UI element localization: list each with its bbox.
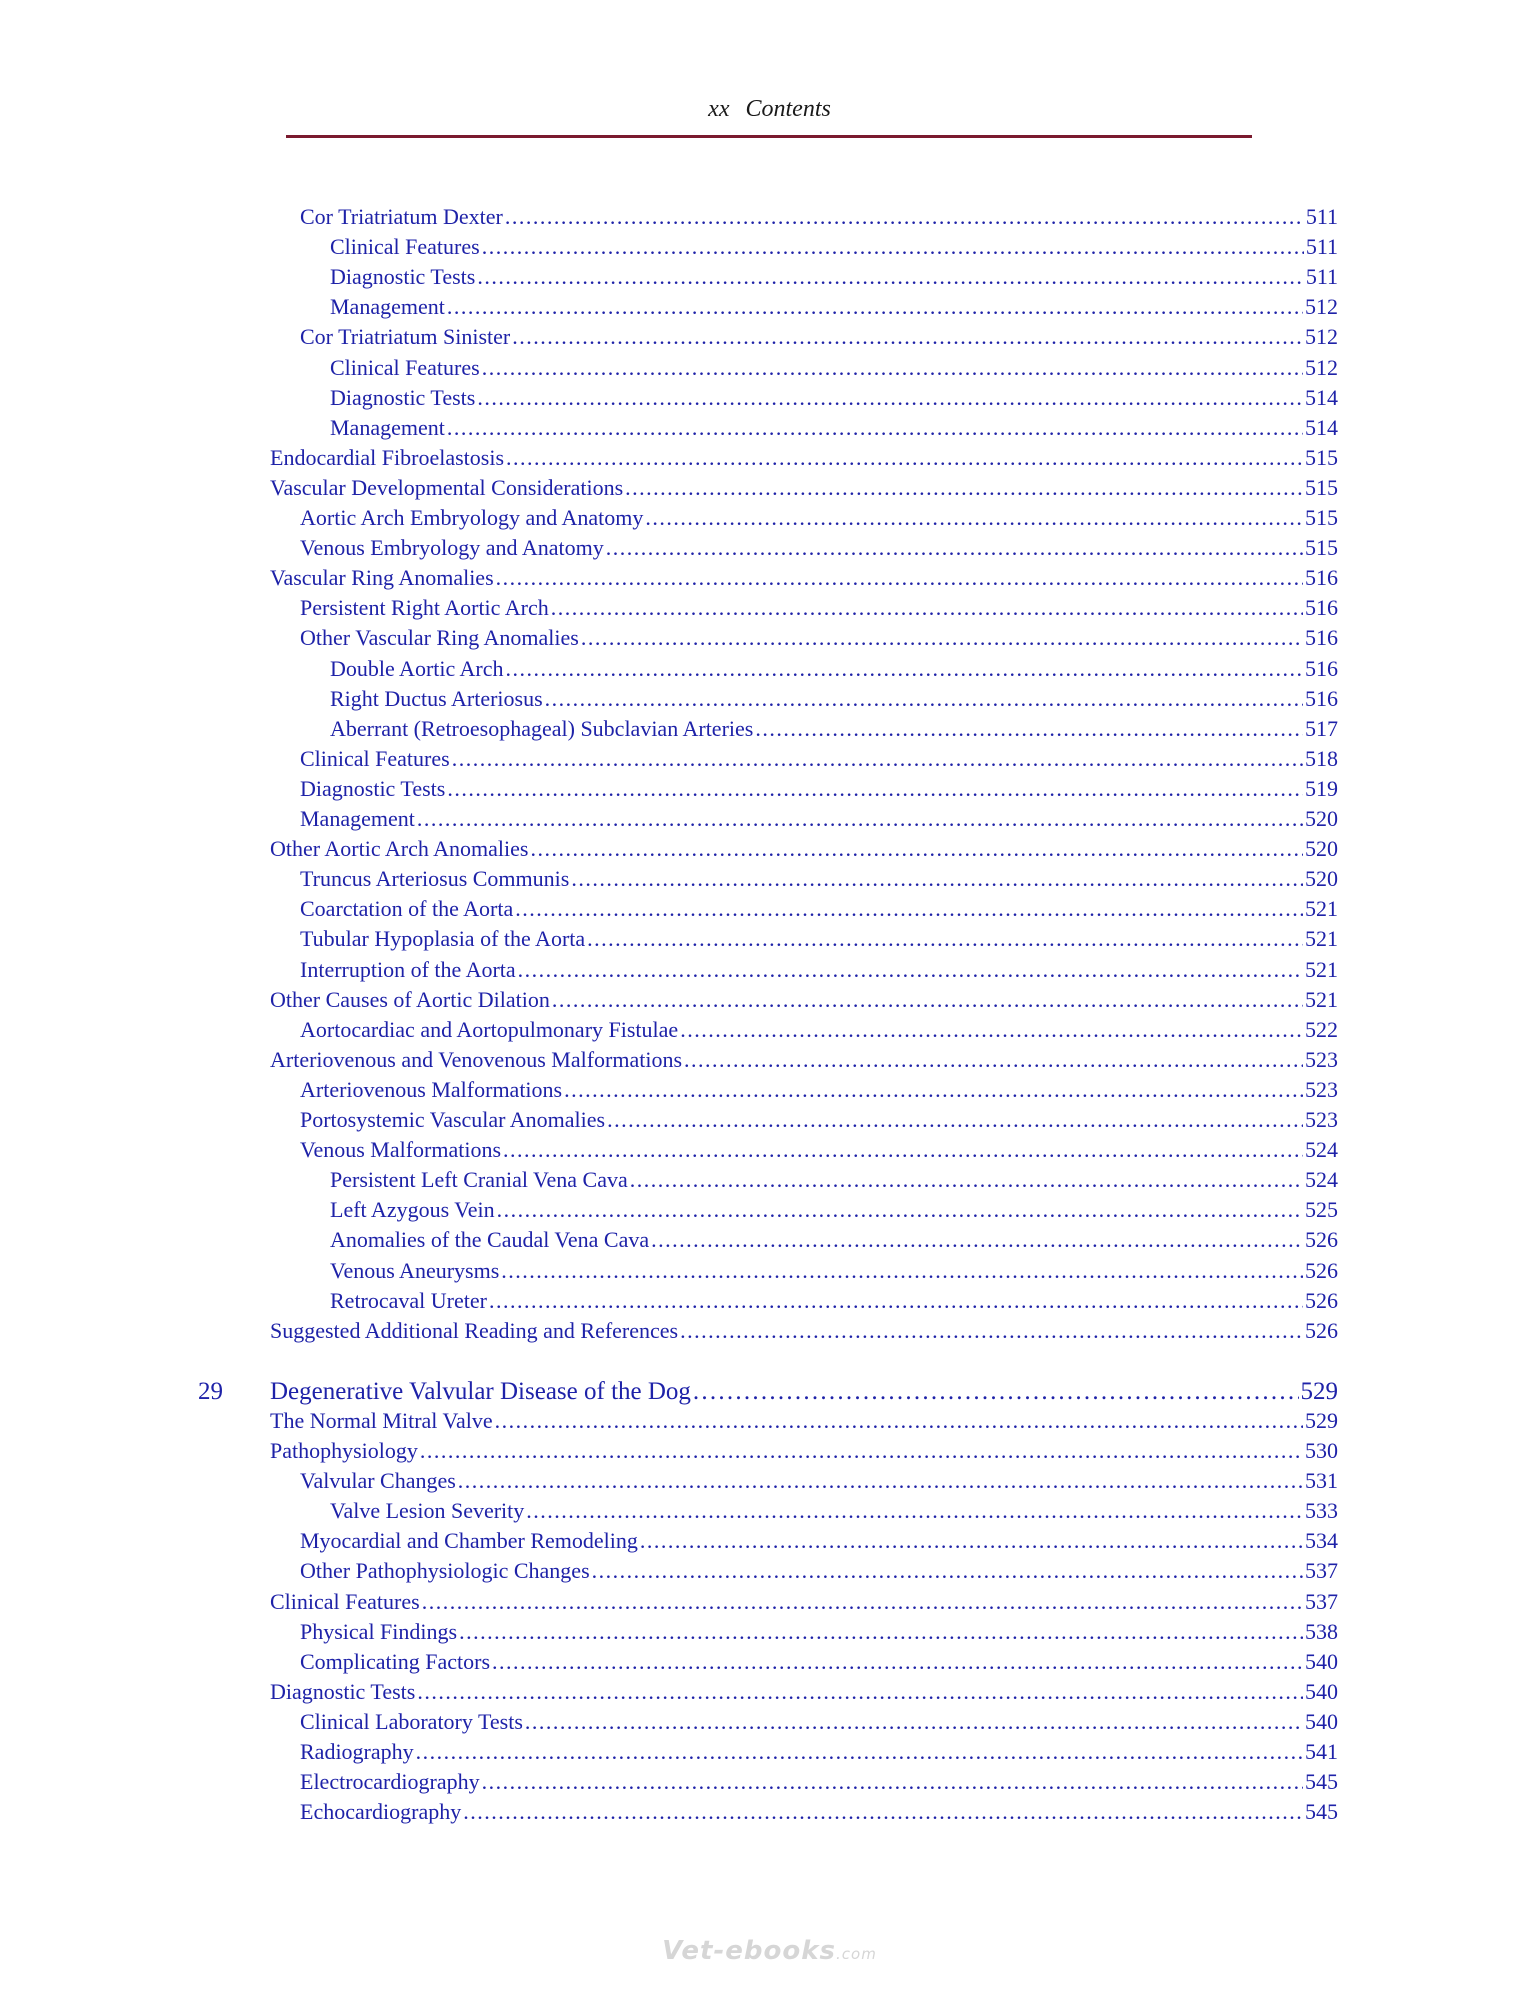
toc-entry-page: 524	[1305, 1137, 1338, 1163]
toc-entry-title: Degenerative Valvular Disease of the Dog	[270, 1377, 691, 1405]
toc-entry-page: 521	[1305, 926, 1338, 952]
toc-entry-title: Other Causes of Aortic Dilation	[270, 986, 550, 1012]
dot-leader	[417, 806, 1303, 832]
toc-entry-title: Valve Lesion Severity	[330, 1498, 525, 1524]
toc-entry[interactable]	[300, 595, 1338, 625]
dot-leader	[640, 1528, 1303, 1554]
toc-entry-page: 523	[1305, 1107, 1338, 1132]
toc-entry-title: Venous Malformations	[300, 1137, 502, 1163]
toc-entry[interactable]	[270, 475, 1338, 505]
toc-entry-title: Valvular Changes	[300, 1468, 456, 1494]
toc-entry-title: Tubular Hypoplasia of the Aorta	[300, 926, 586, 952]
toc-entry[interactable]	[330, 686, 1338, 716]
toc-entry[interactable]	[330, 1167, 1338, 1197]
toc-entry[interactable]	[330, 1498, 1338, 1528]
toc-entry[interactable]	[300, 776, 1338, 806]
dot-leader	[552, 987, 1303, 1013]
dot-leader	[422, 1589, 1303, 1615]
toc-entry-title: Diagnostic Tests	[330, 264, 476, 290]
toc-entry-title: Diagnostic Tests	[270, 1678, 416, 1704]
toc-entry-page: 515	[1305, 474, 1338, 500]
toc-entry[interactable]	[270, 445, 1338, 475]
toc-entry[interactable]	[270, 1679, 1338, 1709]
toc-entry-page: 523	[1305, 1076, 1338, 1102]
toc-entry-title: Coarctation of the Aorta	[300, 896, 514, 922]
toc-entry[interactable]	[300, 1468, 1338, 1498]
toc-entry-page: 529	[1300, 1377, 1338, 1405]
dot-leader	[684, 1047, 1303, 1073]
toc-entry-title: Clinical Features	[270, 1588, 420, 1614]
toc-entry-title: Other Aortic Arch Anomalies	[270, 836, 529, 862]
dot-leader	[482, 355, 1303, 381]
dot-leader	[501, 1258, 1303, 1284]
toc-entry-page: 511	[1305, 264, 1338, 290]
dot-leader	[693, 1378, 1299, 1406]
toc-entry[interactable]	[300, 1107, 1338, 1137]
toc-entry-page: 523	[1305, 1046, 1338, 1072]
dot-leader	[463, 1799, 1303, 1825]
dot-leader	[506, 656, 1303, 682]
toc-entry-page: 512	[1305, 324, 1338, 350]
toc-entry-title: Portosystemic Vascular Anomalies	[300, 1107, 606, 1132]
toc-entry-page: 512	[1305, 354, 1338, 380]
toc-entry-title: Clinical Laboratory Tests	[300, 1708, 523, 1734]
toc-entry[interactable]	[300, 1799, 1338, 1829]
toc-entry-page: 537	[1305, 1558, 1338, 1584]
toc-entry-title: Venous Aneurysms	[330, 1257, 500, 1283]
toc-entry[interactable]	[330, 1197, 1338, 1227]
toc-entry-title: Management	[330, 294, 445, 320]
toc-entry-page: 545	[1305, 1799, 1338, 1825]
toc-entry-page: 515	[1305, 505, 1338, 530]
toc-entry[interactable]	[330, 656, 1338, 686]
toc-entry-title: Pathophysiology	[270, 1438, 418, 1463]
toc-entry-title: Diagnostic Tests	[300, 775, 446, 801]
toc-entry-page: 526	[1305, 1317, 1338, 1343]
toc-entry-title: Aberrant (Retroesophageal) Subclavian Arteries	[330, 715, 754, 741]
toc-entry-page: 515	[1305, 535, 1338, 561]
toc-entry-title: Echocardiography	[300, 1799, 462, 1825]
dot-leader	[651, 1227, 1303, 1253]
toc-entry-title: Persistent Left Cranial Vena Cava	[330, 1167, 628, 1193]
dot-leader	[477, 385, 1303, 411]
dot-leader	[606, 535, 1303, 561]
toc-entry[interactable]	[330, 294, 1338, 324]
toc-entry-page: 516	[1305, 685, 1338, 711]
dot-leader	[680, 1017, 1303, 1043]
toc-entry[interactable]	[270, 1318, 1338, 1348]
dot-leader	[571, 866, 1303, 892]
toc-entry-page: 540	[1305, 1708, 1338, 1734]
toc-entry-title: Truncus Arteriosus Communis	[300, 866, 570, 892]
toc-entry-page: 521	[1305, 986, 1338, 1012]
dot-leader	[505, 204, 1304, 230]
chapter-entry[interactable]	[270, 1378, 1338, 1408]
dot-leader	[447, 776, 1303, 802]
toc-entry[interactable]	[270, 1408, 1338, 1438]
toc-entry-title: Interruption of the Aorta	[300, 956, 516, 982]
toc-entry-title: Management	[300, 806, 415, 831]
watermark-logo	[0, 1936, 1539, 1966]
toc-entry-page: 525	[1305, 1197, 1338, 1223]
toc-entry-title: Vascular Ring Anomalies	[270, 565, 494, 591]
dot-leader	[755, 716, 1303, 742]
toc-entry[interactable]	[270, 1047, 1338, 1077]
dot-leader	[482, 1769, 1303, 1795]
toc-entry-title: Arteriovenous and Venovenous Malformations	[270, 1046, 683, 1072]
toc-entry-page: 540	[1305, 1678, 1338, 1704]
toc-entry-title: Management	[330, 414, 445, 440]
toc-entry[interactable]	[330, 1227, 1338, 1257]
watermark-suffix: .com	[836, 1945, 877, 1963]
toc-entry-title: Physical Findings	[300, 1618, 458, 1644]
toc-entry[interactable]	[300, 204, 1338, 234]
toc-entry[interactable]	[330, 1258, 1338, 1288]
toc-entry[interactable]	[330, 234, 1338, 264]
dot-leader	[545, 686, 1303, 712]
toc-entry-page: 515	[1305, 444, 1338, 470]
toc-entry-page: 534	[1305, 1528, 1338, 1554]
toc-entry[interactable]	[300, 957, 1338, 987]
dot-leader	[452, 746, 1303, 772]
toc-entry[interactable]	[270, 987, 1338, 1017]
toc-entry-page: 524	[1305, 1167, 1338, 1193]
toc-entry-page: 538	[1305, 1618, 1338, 1644]
dot-leader	[564, 1077, 1303, 1103]
dot-leader	[477, 264, 1303, 290]
toc-entry-page: 511	[1305, 204, 1338, 229]
toc-entry-page: 529	[1305, 1407, 1338, 1433]
toc-entry-page: 526	[1305, 1257, 1338, 1283]
toc-entry-page: 526	[1305, 1287, 1338, 1313]
toc-entry-page: 520	[1305, 836, 1338, 862]
dot-leader	[525, 1709, 1303, 1735]
toc-entry-title: Aortocardiac and Aortopulmonary Fistulae	[300, 1016, 679, 1042]
toc-entry[interactable]	[300, 746, 1338, 776]
toc-entry-page: 514	[1305, 384, 1338, 410]
dot-leader	[518, 957, 1303, 983]
toc-entry-page: 516	[1305, 565, 1338, 591]
toc-entry-title: Diagnostic Tests	[330, 384, 476, 410]
dot-leader	[645, 505, 1303, 531]
toc-entry-title: Arteriovenous Malformations	[300, 1076, 563, 1102]
toc-entry[interactable]	[330, 716, 1338, 746]
dot-leader	[503, 1137, 1303, 1163]
dot-leader	[607, 1107, 1303, 1133]
toc-entry-page: 541	[1305, 1739, 1338, 1764]
header-title: Contents	[745, 96, 831, 122]
toc-entry-page: 516	[1305, 625, 1338, 651]
dot-leader	[447, 294, 1303, 320]
toc-entry-title: Double Aortic Arch	[330, 655, 504, 681]
toc-entry[interactable]	[270, 1438, 1338, 1468]
toc-entry-page: 519	[1305, 775, 1338, 801]
toc-entry[interactable]	[330, 1288, 1338, 1318]
watermark-text: Vet-ebooks	[662, 1936, 836, 1966]
dot-leader	[530, 836, 1303, 862]
toc-entry[interactable]	[300, 926, 1338, 956]
toc-entry-page: 521	[1305, 896, 1338, 922]
dot-leader	[482, 234, 1304, 260]
toc-entry-title: Radiography	[300, 1739, 414, 1764]
toc-entry-page: 517	[1305, 715, 1338, 741]
toc-entry-title: Retrocaval Ureter	[330, 1287, 487, 1313]
toc-entry-page: 511	[1305, 234, 1338, 260]
toc-entry[interactable]	[300, 324, 1338, 354]
toc-entry[interactable]	[300, 1017, 1338, 1047]
dot-leader	[515, 896, 1303, 922]
running-header	[0, 96, 1539, 123]
toc-entry-title: Other Vascular Ring Anomalies	[300, 625, 579, 651]
toc-entry-page: 521	[1305, 956, 1338, 982]
toc-entry[interactable]	[330, 415, 1338, 445]
toc-entry[interactable]	[270, 836, 1338, 866]
toc-entry-page: 520	[1305, 806, 1338, 831]
toc-entry[interactable]	[300, 896, 1338, 926]
dot-leader	[512, 324, 1303, 350]
toc-entry-page: 512	[1305, 294, 1338, 320]
toc-entry-title: Clinical Features	[330, 354, 480, 380]
dot-leader	[680, 1318, 1303, 1344]
dot-leader	[417, 1679, 1303, 1705]
toc-entry[interactable]	[300, 1649, 1338, 1679]
toc-entry-title: Electrocardiography	[300, 1769, 480, 1795]
dot-leader	[581, 625, 1303, 651]
toc-entry-title: Myocardial and Chamber Remodeling	[300, 1528, 638, 1554]
dot-leader	[506, 445, 1303, 471]
toc-entry-page: 514	[1305, 414, 1338, 440]
toc-entry[interactable]	[330, 355, 1338, 385]
toc-entry-title: Suggested Additional Reading and References	[270, 1317, 679, 1343]
dot-leader	[625, 475, 1303, 501]
page-number: xx	[708, 96, 730, 122]
toc-entry-page: 516	[1305, 655, 1338, 681]
toc-entry-title: Vascular Developmental Considerations	[270, 474, 624, 500]
toc-entry[interactable]	[300, 1137, 1338, 1167]
toc-entry-title: Left Azygous Vein	[330, 1197, 495, 1223]
dot-leader	[492, 1649, 1303, 1675]
dot-leader	[497, 1197, 1303, 1223]
toc-entry[interactable]	[300, 866, 1338, 896]
toc-entry[interactable]	[300, 1528, 1338, 1558]
toc-entry[interactable]	[330, 385, 1338, 415]
toc-entry[interactable]	[300, 1558, 1338, 1588]
toc-entry-title: Aortic Arch Embryology and Anatomy	[300, 505, 644, 530]
toc-entry-title: Cor Triatriatum Dexter	[300, 204, 503, 229]
chapter-number: 29	[198, 1377, 223, 1405]
toc-entry-title: Anomalies of the Caudal Vena Cava	[330, 1227, 650, 1253]
toc-entry[interactable]	[300, 1769, 1338, 1799]
toc-entry[interactable]	[300, 806, 1338, 836]
toc-entry-page: 526	[1305, 1227, 1338, 1253]
dot-leader	[416, 1739, 1303, 1765]
toc-entry[interactable]	[300, 1709, 1338, 1739]
toc-entry-title: Other Pathophysiologic Changes	[300, 1558, 590, 1584]
toc-entry-title: Endocardial Fibroelastosis	[270, 444, 505, 470]
dot-leader	[459, 1619, 1303, 1645]
toc-entry[interactable]	[300, 535, 1338, 565]
toc-entry-title: The Normal Mitral Valve	[270, 1407, 493, 1433]
dot-leader	[489, 1288, 1303, 1314]
toc-entry[interactable]	[300, 1619, 1338, 1649]
toc-entry-title: Right Ductus Arteriosus	[330, 685, 543, 711]
toc-entry-title: Clinical Features	[300, 745, 450, 771]
dot-leader	[551, 595, 1303, 621]
toc-entry-page: 533	[1305, 1498, 1338, 1524]
toc-entry[interactable]	[270, 1589, 1338, 1619]
toc-entry-title: Persistent Right Aortic Arch	[300, 595, 549, 621]
toc-entry-page: 530	[1305, 1438, 1338, 1463]
toc-entry-page: 545	[1305, 1769, 1338, 1795]
dot-leader	[587, 926, 1303, 952]
toc-entry[interactable]	[270, 565, 1338, 595]
toc-entry-page: 537	[1305, 1588, 1338, 1614]
toc-entry-page: 522	[1305, 1016, 1338, 1042]
toc-entry-page: 518	[1305, 745, 1338, 771]
header-rule	[286, 135, 1252, 138]
toc-entry[interactable]	[300, 505, 1338, 535]
toc-entry[interactable]	[300, 625, 1338, 655]
dot-leader	[592, 1558, 1303, 1584]
dot-leader	[630, 1167, 1303, 1193]
dot-leader	[496, 565, 1303, 591]
dot-leader	[526, 1498, 1303, 1524]
toc-entry[interactable]	[300, 1077, 1338, 1107]
dot-leader	[495, 1408, 1303, 1434]
dot-leader	[420, 1438, 1303, 1464]
toc-entry[interactable]	[300, 1739, 1338, 1769]
toc-entry-title: Clinical Features	[330, 234, 480, 260]
toc-entry-page: 516	[1305, 595, 1338, 621]
toc-entry-title: Cor Triatriatum Sinister	[300, 324, 511, 350]
dot-leader	[458, 1468, 1303, 1494]
toc-entry-title: Complicating Factors	[300, 1648, 491, 1674]
dot-leader	[447, 415, 1303, 441]
toc-entry[interactable]	[330, 264, 1338, 294]
toc-entry-title: Venous Embryology and Anatomy	[300, 535, 604, 561]
toc-entry-page: 520	[1305, 866, 1338, 892]
toc-entry-page: 540	[1305, 1648, 1338, 1674]
toc-entry-page: 531	[1305, 1468, 1338, 1494]
